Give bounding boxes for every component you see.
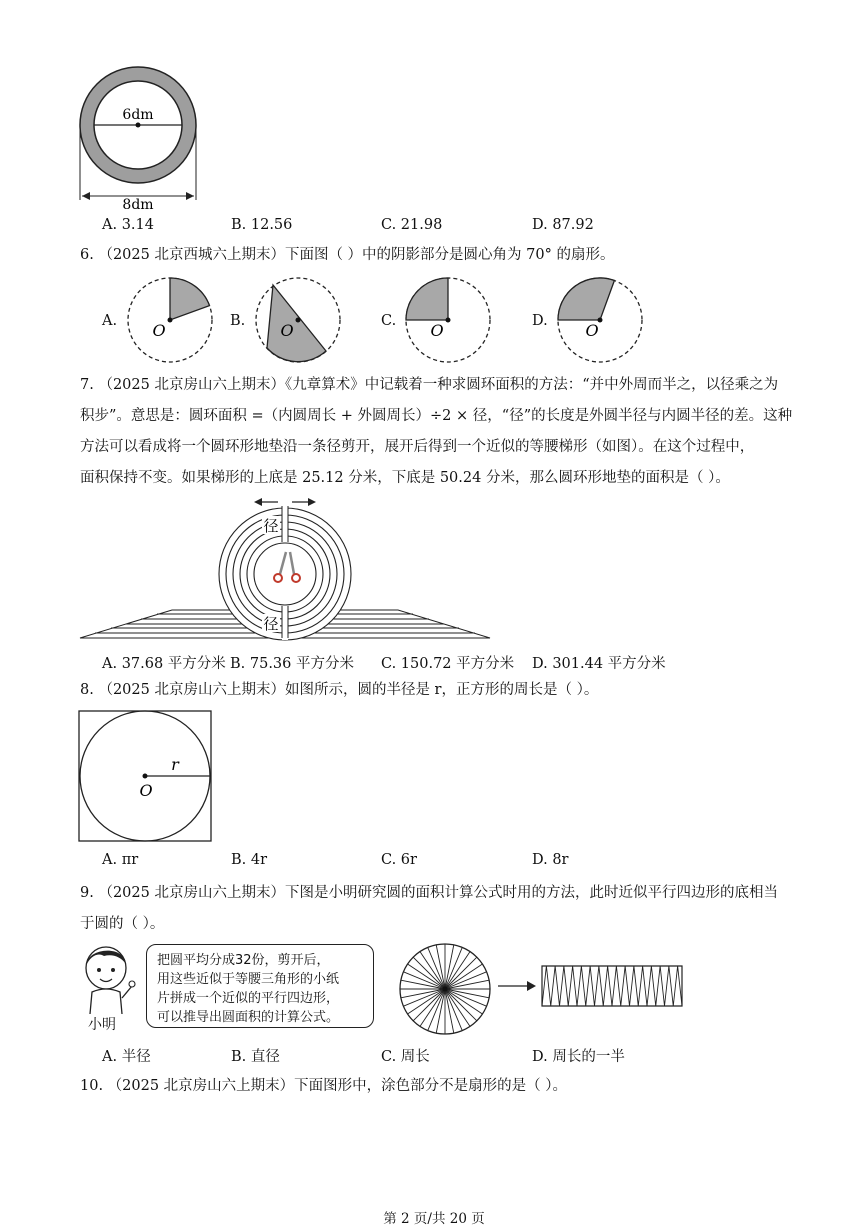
radius-label: r [171, 755, 179, 774]
q5-option-b[interactable]: B. 12.56 [231, 217, 293, 233]
q9-option-c[interactable]: C. 周长 [381, 1049, 430, 1065]
speech-bubble-line: 用这些近似于等腰三角形的小纸 [157, 972, 340, 987]
q7-option-c[interactable]: C. 150.72 平方分米 [381, 656, 515, 672]
q9-option-b[interactable]: B. 直径 [231, 1049, 280, 1065]
q9-stem-line: 于圆的（ ）。 [80, 916, 165, 932]
q6-option-d-label[interactable]: D. [532, 313, 548, 329]
q8-option-d[interactable]: D. 8r [532, 852, 569, 868]
q6-c-center-label: O [430, 321, 444, 340]
q7-stem-line: 方法可以看成将一个圆环形地垫沿一条径剪开，展开后得到一个近似的等腰梯形（如图）。在这个过程中， [80, 439, 755, 455]
divided-circle-figure [398, 942, 492, 1036]
q6-figure-b[interactable] [254, 276, 344, 366]
approx-parallelogram-figure [540, 964, 684, 1008]
speech-bubble-line: 片拼成一个近似的平行四边形， [157, 991, 340, 1006]
q6-d-center-label: O [585, 321, 599, 340]
boy-character-illustration [76, 942, 140, 1016]
q7-stem-line: 面积保持不变。如果梯形的上底是 25.12 分米，下底是 50.24 分米，那么圆环形地垫的面积是（ ）。 [80, 470, 730, 486]
q8-option-b[interactable]: B. 4r [231, 852, 268, 868]
arrow-icon [496, 978, 538, 994]
q5-option-a[interactable]: A. 3.14 [102, 217, 154, 233]
q5-option-d[interactable]: D. 87.92 [532, 217, 594, 233]
q7-stem-line: 7. （2025 北京房山六上期末）《九章算术》中记载着一种求圆环面积的方法：“并中外周而半之，以径乘之为 [80, 377, 779, 393]
speech-bubble [146, 944, 374, 1028]
q7-stem [80, 370, 792, 494]
q6-option-a-label[interactable]: A. [102, 313, 118, 329]
q6-b-center-label: O [280, 321, 294, 340]
q8-stem: 8. （2025 北京房山六上期末）如图所示，圆的半径是 r，正方形的周长是（ ）。 [80, 682, 599, 698]
speech-bubble-line: 可以推导出圆面积的计算公式。 [157, 1010, 340, 1025]
q9-option-a[interactable]: A. 半径 [102, 1049, 151, 1065]
q7-option-b[interactable]: B. 75.36 平方分米 [230, 656, 354, 672]
inner-diameter-label: 6dm [122, 107, 154, 123]
q8-option-a[interactable]: A. πr [102, 852, 139, 868]
q6-figure-c[interactable] [404, 276, 494, 366]
speech-bubble-line: 把圆平均分成32份，剪开后， [157, 953, 330, 968]
outer-diameter-label: 8dm [122, 197, 154, 212]
q6-option-c-label[interactable]: C. [381, 313, 397, 329]
ring-width-label-top: 径 [263, 517, 279, 535]
ring-width-label-bottom: 径 [263, 615, 279, 633]
q9-stem [80, 878, 792, 940]
q6-option-b-label[interactable]: B. [230, 313, 246, 329]
q10-stem: 10. （2025 北京房山六上期末）下面图形中，涂色部分不是扇形的是（ ）。 [80, 1078, 568, 1094]
character-name: 小明 [88, 1017, 116, 1033]
ring-to-trapezoid-figure [78, 492, 494, 644]
q6-a-center-label: O [152, 321, 166, 340]
q5-option-c[interactable]: C. 21.98 [381, 217, 443, 233]
circle-in-square-figure [78, 710, 214, 844]
ring-figure [70, 64, 210, 212]
center-label: O [139, 781, 153, 800]
q9-option-d[interactable]: D. 周长的一半 [532, 1049, 625, 1065]
q7-option-a[interactable]: A. 37.68 平方分米 [102, 656, 226, 672]
q6-figure-d[interactable] [556, 276, 646, 366]
q8-option-c[interactable]: C. 6r [381, 852, 417, 868]
page-footer: 第 2 页/共 20 页 [383, 1211, 485, 1227]
q7-stem-line: 积步”。意思是：圆环面积 =（内圆周长 + 外圆周长）÷2 × 径，“径”的长度是外圆半径与内圆半径的差。这种 [80, 408, 793, 424]
q7-option-d[interactable]: D. 301.44 平方分米 [532, 656, 666, 672]
zigzag-line [542, 966, 682, 1006]
q9-stem-line: 9. （2025 北京房山六上期末）下图是小明研究圆的面积计算公式时用的方法，此时近似平行四边形的底相当 [80, 885, 778, 901]
q6-figure-a[interactable] [126, 276, 216, 366]
q6-stem: 6. （2025 北京西城六上期末）下面图（ ）中的阴影部分是圆心角为 70° 的扇形。 [80, 247, 615, 263]
